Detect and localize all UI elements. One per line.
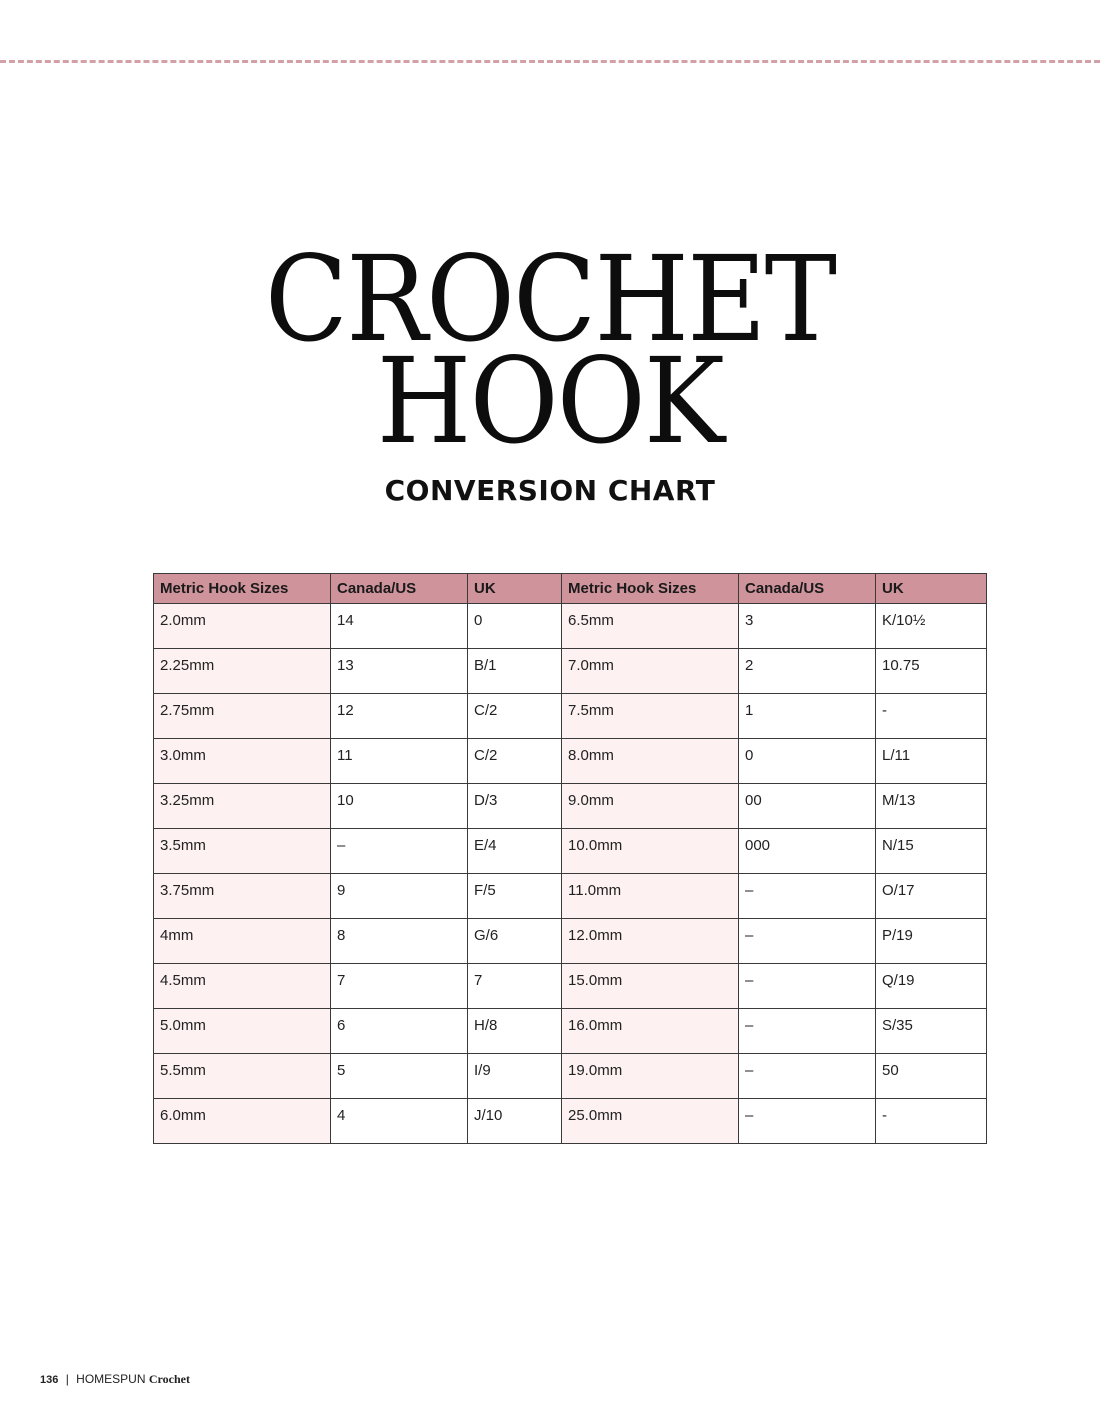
cell-canada-us: 10 [331, 784, 468, 829]
cell-metric: 6.5mm [562, 604, 739, 649]
cell-canada-us: – [739, 1009, 876, 1054]
table-row [154, 829, 579, 874]
cell-uk: 7 [468, 964, 579, 1009]
table-row [562, 829, 987, 874]
table-header-row [154, 574, 579, 604]
cell-metric: 4mm [154, 919, 331, 964]
subtitle: CONVERSION CHART [384, 474, 716, 507]
header-metric: Metric Hook Sizes [154, 574, 331, 604]
table-row [154, 604, 579, 649]
cell-canada-us: 13 [331, 649, 468, 694]
cell-uk: C/2 [468, 739, 579, 784]
table-row [562, 874, 987, 919]
cell-uk: Q/19 [876, 964, 987, 1009]
cell-metric: 16.0mm [562, 1009, 739, 1054]
table-row [154, 964, 579, 1009]
table-row [562, 919, 987, 964]
cell-canada-us: – [739, 1099, 876, 1144]
cell-metric: 3.25mm [154, 784, 331, 829]
cell-canada-us: 7 [331, 964, 468, 1009]
cell-uk: S/35 [876, 1009, 987, 1054]
cell-metric: 10.0mm [562, 829, 739, 874]
cell-canada-us: 3 [739, 604, 876, 649]
cell-uk: K/10½ [876, 604, 987, 649]
dashed-border-line [0, 60, 1100, 63]
cell-uk: B/1 [468, 649, 579, 694]
cell-canada-us: – [739, 874, 876, 919]
cell-uk: I/9 [468, 1054, 579, 1099]
cell-canada-us: 12 [331, 694, 468, 739]
cell-metric: 3.75mm [154, 874, 331, 919]
table-row [562, 649, 987, 694]
cell-metric: 12.0mm [562, 919, 739, 964]
cell-metric: 2.75mm [154, 694, 331, 739]
cell-canada-us: 9 [331, 874, 468, 919]
title-line-2: HOOK [376, 332, 724, 470]
header-metric: Metric Hook Sizes [562, 574, 739, 604]
cell-metric: 3.5mm [154, 829, 331, 874]
cell-uk: G/6 [468, 919, 579, 964]
cell-uk: - [876, 694, 987, 739]
cell-uk: O/17 [876, 874, 987, 919]
cell-metric: 7.5mm [562, 694, 739, 739]
cell-metric: 3.0mm [154, 739, 331, 784]
table-row [562, 1009, 987, 1054]
cell-metric: 4.5mm [154, 964, 331, 1009]
table-row [154, 919, 579, 964]
table-row [154, 649, 579, 694]
hook-table-left [153, 573, 579, 1144]
page-footer [40, 1372, 190, 1387]
table-row [562, 1054, 987, 1099]
cell-uk: D/3 [468, 784, 579, 829]
table-row [154, 1099, 579, 1144]
cell-uk: 0 [468, 604, 579, 649]
cell-uk: P/19 [876, 919, 987, 964]
cell-canada-us: 0 [739, 739, 876, 784]
cell-canada-us: – [739, 964, 876, 1009]
cell-metric: 25.0mm [562, 1099, 739, 1144]
table-row [154, 1054, 579, 1099]
cell-canada-us: 00 [739, 784, 876, 829]
cell-canada-us: 000 [739, 829, 876, 874]
cell-uk: N/15 [876, 829, 987, 874]
cell-uk: 50 [876, 1054, 987, 1099]
cell-metric: 9.0mm [562, 784, 739, 829]
hook-table-right [561, 573, 987, 1144]
cell-canada-us: – [739, 919, 876, 964]
table-row [562, 784, 987, 829]
cell-canada-us: – [739, 1054, 876, 1099]
cell-uk: L/11 [876, 739, 987, 784]
header-uk: UK [876, 574, 987, 604]
cell-metric: 7.0mm [562, 649, 739, 694]
cell-metric: 19.0mm [562, 1054, 739, 1099]
header-uk: UK [468, 574, 579, 604]
cell-canada-us: 4 [331, 1099, 468, 1144]
cell-canada-us: 11 [331, 739, 468, 784]
table-row [562, 604, 987, 649]
table-row [562, 964, 987, 1009]
cell-canada-us: 6 [331, 1009, 468, 1054]
cell-uk: M/13 [876, 784, 987, 829]
cell-uk: C/2 [468, 694, 579, 739]
cell-uk: F/5 [468, 874, 579, 919]
table-row [154, 1009, 579, 1054]
page-number: 136 [40, 1374, 59, 1386]
cell-metric: 15.0mm [562, 964, 739, 1009]
cell-canada-us: 8 [331, 919, 468, 964]
table-row [562, 1099, 987, 1144]
cell-canada-us: 5 [331, 1054, 468, 1099]
cell-metric: 5.5mm [154, 1054, 331, 1099]
table-header-row [562, 574, 987, 604]
cell-uk: J/10 [468, 1099, 579, 1144]
table-row [562, 694, 987, 739]
cell-canada-us: 2 [739, 649, 876, 694]
cell-metric: 5.0mm [154, 1009, 331, 1054]
table-row [154, 739, 579, 784]
table-row [154, 694, 579, 739]
cell-uk: 10.75 [876, 649, 987, 694]
cell-metric: 2.25mm [154, 649, 331, 694]
cell-metric: 8.0mm [562, 739, 739, 784]
header-canada-us: Canada/US [331, 574, 468, 604]
table-row [562, 739, 987, 784]
cell-metric: 6.0mm [154, 1099, 331, 1144]
cell-metric: 11.0mm [562, 874, 739, 919]
publication-suffix: Crochet [148, 1372, 190, 1386]
cell-metric: 2.0mm [154, 604, 331, 649]
publication-name: HOMESPUN [76, 1372, 146, 1386]
cell-canada-us: 14 [331, 604, 468, 649]
cell-uk: E/4 [468, 829, 579, 874]
cell-uk: H/8 [468, 1009, 579, 1054]
title-line-1: CROCHET [264, 230, 836, 368]
cell-canada-us: 1 [739, 694, 876, 739]
cell-uk: - [876, 1099, 987, 1144]
footer-separator: | [65, 1372, 69, 1386]
cell-canada-us: – [331, 829, 468, 874]
title-block [0, 230, 1100, 507]
table-row [154, 784, 579, 829]
header-canada-us: Canada/US [739, 574, 876, 604]
table-row [154, 874, 579, 919]
